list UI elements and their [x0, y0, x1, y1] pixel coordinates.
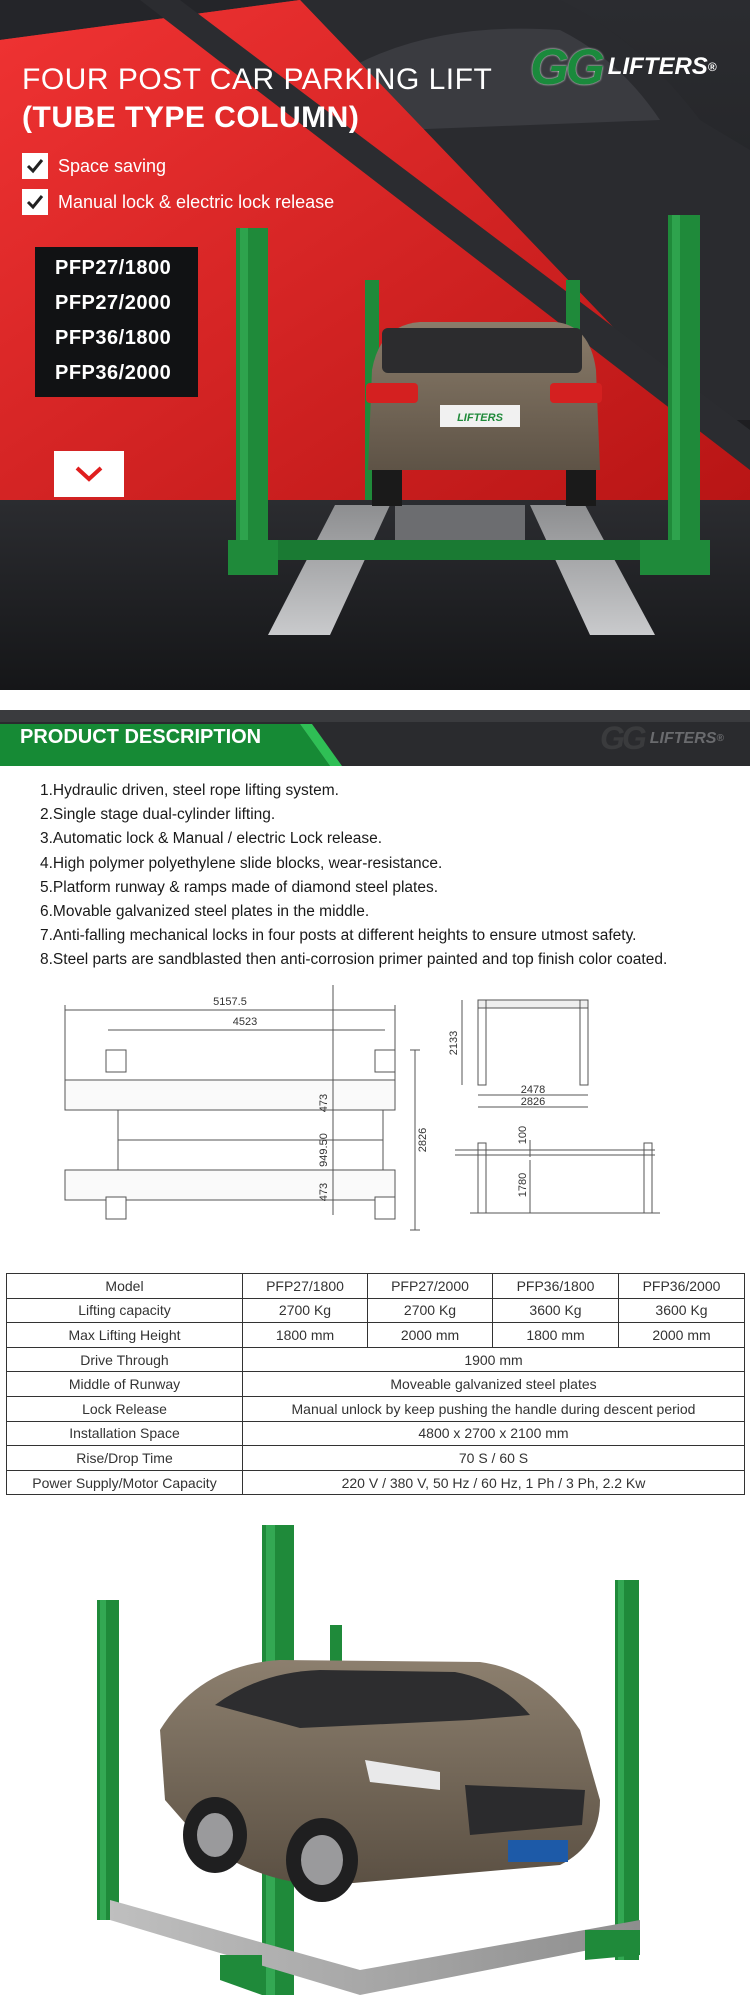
table-label-cell: Lifting capacity: [7, 1298, 243, 1323]
scroll-down-button[interactable]: [54, 451, 124, 497]
table-cell: 3600 Kg: [493, 1298, 619, 1323]
feature-line: 1.Hydraulic driven, steel rope lifting system.: [40, 782, 339, 799]
dim-inner-length: 4523: [232, 1016, 258, 1028]
table-label-cell: Max Lifting Height: [7, 1323, 243, 1348]
brand-registered: ®: [716, 733, 724, 744]
table-header-cell: PFP27/2000: [368, 1274, 493, 1299]
feature-line: 4.High polymer polyethylene slide blocks, wear-resistance.: [40, 854, 443, 872]
hero-subtitle: (TUBE TYPE COLUMN): [22, 101, 360, 134]
table-cell: 220 V / 380 V, 50 Hz / 60 Hz, 1 Ph / 3 Ph, 2.2 Kw: [243, 1470, 745, 1495]
table-label-cell: Drive Through: [7, 1347, 243, 1372]
brand-mark: GG: [600, 720, 644, 756]
dim-front-inner-width: 2478: [520, 1084, 546, 1096]
table-row: [7, 1323, 745, 1348]
table-cell: 1800 mm: [243, 1323, 368, 1348]
feature-line: 3.Automatic lock & Manual / electric Lock release.: [40, 830, 383, 848]
dim-front-outer-width: 2826: [520, 1096, 546, 1108]
table-label-cell: Lock Release: [7, 1396, 243, 1421]
brand-logo: [530, 38, 717, 96]
table-row: [7, 1298, 745, 1323]
feature-line: 2.Single stage dual-cylinder lifting.: [40, 806, 276, 824]
feature-line: 8.Steel parts are sandblasted then anti-corrosion primer painted and top finish color coated.: [40, 951, 668, 969]
table-cell: 1800 mm: [493, 1323, 619, 1348]
feature-text: Space saving: [58, 155, 167, 176]
table-row: [7, 1421, 745, 1446]
feature-item: [22, 189, 334, 215]
model-item: PFP27/1800: [55, 257, 172, 279]
spec-table: [6, 1273, 745, 1495]
brand-name: LIFTERS: [607, 53, 708, 80]
table-row: [7, 1347, 745, 1372]
dim-side-lift-height: 1780: [517, 1172, 529, 1198]
table-cell: 2000 mm: [368, 1323, 493, 1348]
feature-line: 6.Movable galvanized steel plates in the middle.: [40, 903, 370, 921]
table-cell: 3600 Kg: [619, 1298, 745, 1323]
table-row: [7, 1396, 745, 1421]
feature-list: [40, 779, 740, 973]
table-row: [7, 1470, 745, 1495]
table-cell: 70 S / 60 S: [243, 1446, 745, 1471]
check-icon: [22, 189, 48, 215]
feature-line: 5.Platform runway & ramps made of diamond steel plates.: [40, 878, 439, 896]
hero-title: FOUR POST CAR PARKING LIFT: [22, 63, 493, 96]
chevron-down-icon: [74, 465, 104, 483]
table-cell: Moveable galvanized steel plates: [243, 1372, 745, 1397]
table-label-cell: Rise/Drop Time: [7, 1446, 243, 1471]
dim-overall-length: 5157.5: [213, 996, 247, 1008]
table-label-cell: Middle of Runway: [7, 1372, 243, 1397]
brand-registered: ®: [707, 60, 717, 74]
dim-middle: 949.50: [318, 1133, 330, 1167]
dim-gap-top: 473: [318, 1093, 330, 1113]
model-item: PFP36/2000: [55, 362, 172, 384]
table-row: [7, 1446, 745, 1471]
table-label-cell: Installation Space: [7, 1421, 243, 1446]
feature-item: [22, 153, 166, 179]
section-title: PRODUCT DESCRIPTION: [20, 726, 262, 748]
dim-gap-bottom: 473: [318, 1182, 330, 1202]
table-header-cell: PFP36/2000: [619, 1274, 745, 1299]
hero-banner: [0, 0, 750, 690]
table-cell: 2700 Kg: [243, 1298, 368, 1323]
table-cell: Manual unlock by keep pushing the handle during descent period: [243, 1396, 745, 1421]
table-cell: 4800 x 2700 x 2100 mm: [243, 1421, 745, 1446]
table-header-cell: Model: [7, 1274, 243, 1299]
model-list: [35, 247, 198, 397]
product-photo: [0, 1500, 750, 2009]
dim-side-clearance: 100: [517, 1125, 529, 1145]
table-cell: 2700 Kg: [368, 1298, 493, 1323]
technical-drawing: [0, 985, 750, 1245]
section-header: [0, 710, 750, 766]
section-brand-logo: [600, 720, 724, 757]
feature-line: 7.Anti-falling mechanical locks in four posts at different heights to ensure utmost safety.: [40, 927, 637, 945]
car-plate-logo: LIFTERS: [457, 412, 503, 424]
table-row: [7, 1372, 745, 1397]
brand-mark: GG: [530, 39, 602, 95]
table-header-cell: PFP27/1800: [243, 1274, 368, 1299]
model-item: PFP27/2000: [55, 292, 172, 314]
model-item: PFP36/1800: [55, 327, 172, 349]
check-icon: [22, 153, 48, 179]
table-label-cell: Power Supply/Motor Capacity: [7, 1470, 243, 1495]
table-header-cell: PFP36/1800: [493, 1274, 619, 1299]
brand-name: LIFTERS: [649, 729, 717, 747]
table-cell: 1900 mm: [243, 1347, 745, 1372]
table-row: [7, 1274, 745, 1299]
dim-overall-width: 2826: [417, 1127, 429, 1153]
table-cell: 2000 mm: [619, 1323, 745, 1348]
dim-front-height: 2133: [448, 1030, 460, 1056]
feature-text: Manual lock & electric lock release: [58, 191, 335, 212]
